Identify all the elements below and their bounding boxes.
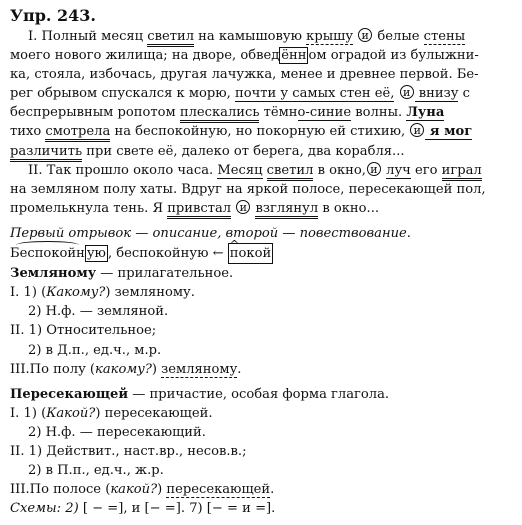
conjunction-circle: и bbox=[400, 85, 414, 99]
text-line: 2) в П.п., ед.ч., ж.р. bbox=[28, 463, 164, 479]
text-line: рег обрывом спускался к морю, почти у самых стен её, и внизу с bbox=[10, 86, 470, 102]
text-line: беспрерывным ропотом плескались тёмно-синие волны. Луна bbox=[10, 103, 514, 122]
text-line: III.По полосе (какой?) пересекающей. bbox=[10, 482, 275, 498]
text-line: I. 1) (Какой?) пересекающей. bbox=[10, 405, 213, 421]
adverbial: внизу bbox=[414, 86, 459, 102]
text-line: тихо смотрела на беспокойную, но покорную ей стихию, и я мог bbox=[10, 122, 514, 141]
text-line: I. Полный месяц светил на камышовую крышу и белые стены bbox=[10, 27, 514, 46]
text-line: ка, стояла, избочась, другая лачужка, менее и древнее первой. Бе- bbox=[10, 67, 479, 83]
text-line: 2) Н.ф. — пересекающий. bbox=[28, 424, 206, 440]
word-ending: ую bbox=[86, 246, 106, 262]
paragraph-two bbox=[10, 161, 514, 218]
predicate: привстал bbox=[167, 201, 231, 219]
text-line: 2) Н.ф. — земляной. bbox=[28, 304, 169, 320]
subject: Месяц bbox=[217, 162, 263, 178]
predicate: смотрела bbox=[45, 124, 110, 142]
text-line: III.По полу (какому?) земляному. bbox=[10, 361, 242, 377]
conjunction-circle: и bbox=[410, 123, 424, 137]
subject: луч bbox=[386, 162, 411, 178]
text-line: II. Так прошло около часа. Месяц светил в окно, и луч его играл bbox=[10, 161, 514, 180]
paragraph-one bbox=[10, 27, 514, 161]
conjunction-circle: и bbox=[367, 162, 381, 176]
text-line: моего нового жилища; на дворе, обвед ённ ом оградой из булыжни- bbox=[10, 48, 479, 64]
predicate: взглянул bbox=[255, 201, 318, 219]
schemes-line: Схемы: 2) [ − =], и [− =]. 7) [− = и =]. bbox=[10, 501, 276, 517]
text-line: Земляному — прилагательное. bbox=[10, 266, 234, 282]
text-line: различить при свете её, далеко от берега, два корабля... bbox=[10, 142, 514, 161]
conjunction-circle: и bbox=[358, 28, 372, 42]
exercise-title: Упр. 243. bbox=[10, 6, 96, 25]
word-analysis: Беспокойн ую , беспокойную ← ^ покой bbox=[10, 243, 514, 264]
dashed-word: пересекающей bbox=[166, 482, 271, 498]
text-line: Пересекающей — причастие, особая форма глагола. bbox=[10, 386, 390, 402]
word-root: Беспокойн bbox=[10, 244, 85, 263]
subject: я мог bbox=[425, 124, 473, 140]
adverbial: почти у самых стен её, bbox=[235, 86, 395, 102]
predicate: различить bbox=[10, 144, 82, 162]
text-line: на земляном полу хаты. Вдруг на яркой полосе, пересекающей пол, bbox=[10, 181, 486, 197]
text-line: промелькнула тень. Я привстал и взглянул в окно... bbox=[10, 199, 514, 218]
subject: Луна bbox=[406, 105, 445, 121]
text-type-line: Первый отрывок — описание, второй — повествование. bbox=[10, 225, 411, 241]
analysis-participle bbox=[10, 385, 514, 500]
dashed-word: земляному bbox=[161, 361, 238, 377]
object: крышу bbox=[306, 29, 354, 44]
predicate: светил bbox=[267, 163, 314, 181]
predicate: плескались bbox=[180, 105, 260, 123]
text-line: II. 1) Относительное; bbox=[10, 323, 157, 339]
boxed-letters: ённ bbox=[281, 48, 307, 64]
object: стены bbox=[423, 29, 466, 44]
text-line: 2) в Д.п., ед.ч., м.р. bbox=[28, 342, 162, 358]
predicate: играл bbox=[442, 163, 482, 181]
text-line: II. 1) Действит., наст.вр., несов.в.; bbox=[10, 443, 247, 459]
conjunction-circle: и bbox=[236, 200, 250, 214]
text-line: I. 1) (Какому?) земляному. bbox=[10, 285, 195, 301]
underlined-word: о-синие bbox=[297, 105, 352, 121]
predicate: светил bbox=[147, 29, 194, 47]
analysis-adjective bbox=[10, 264, 514, 379]
word-source: ^ покой bbox=[228, 243, 273, 264]
